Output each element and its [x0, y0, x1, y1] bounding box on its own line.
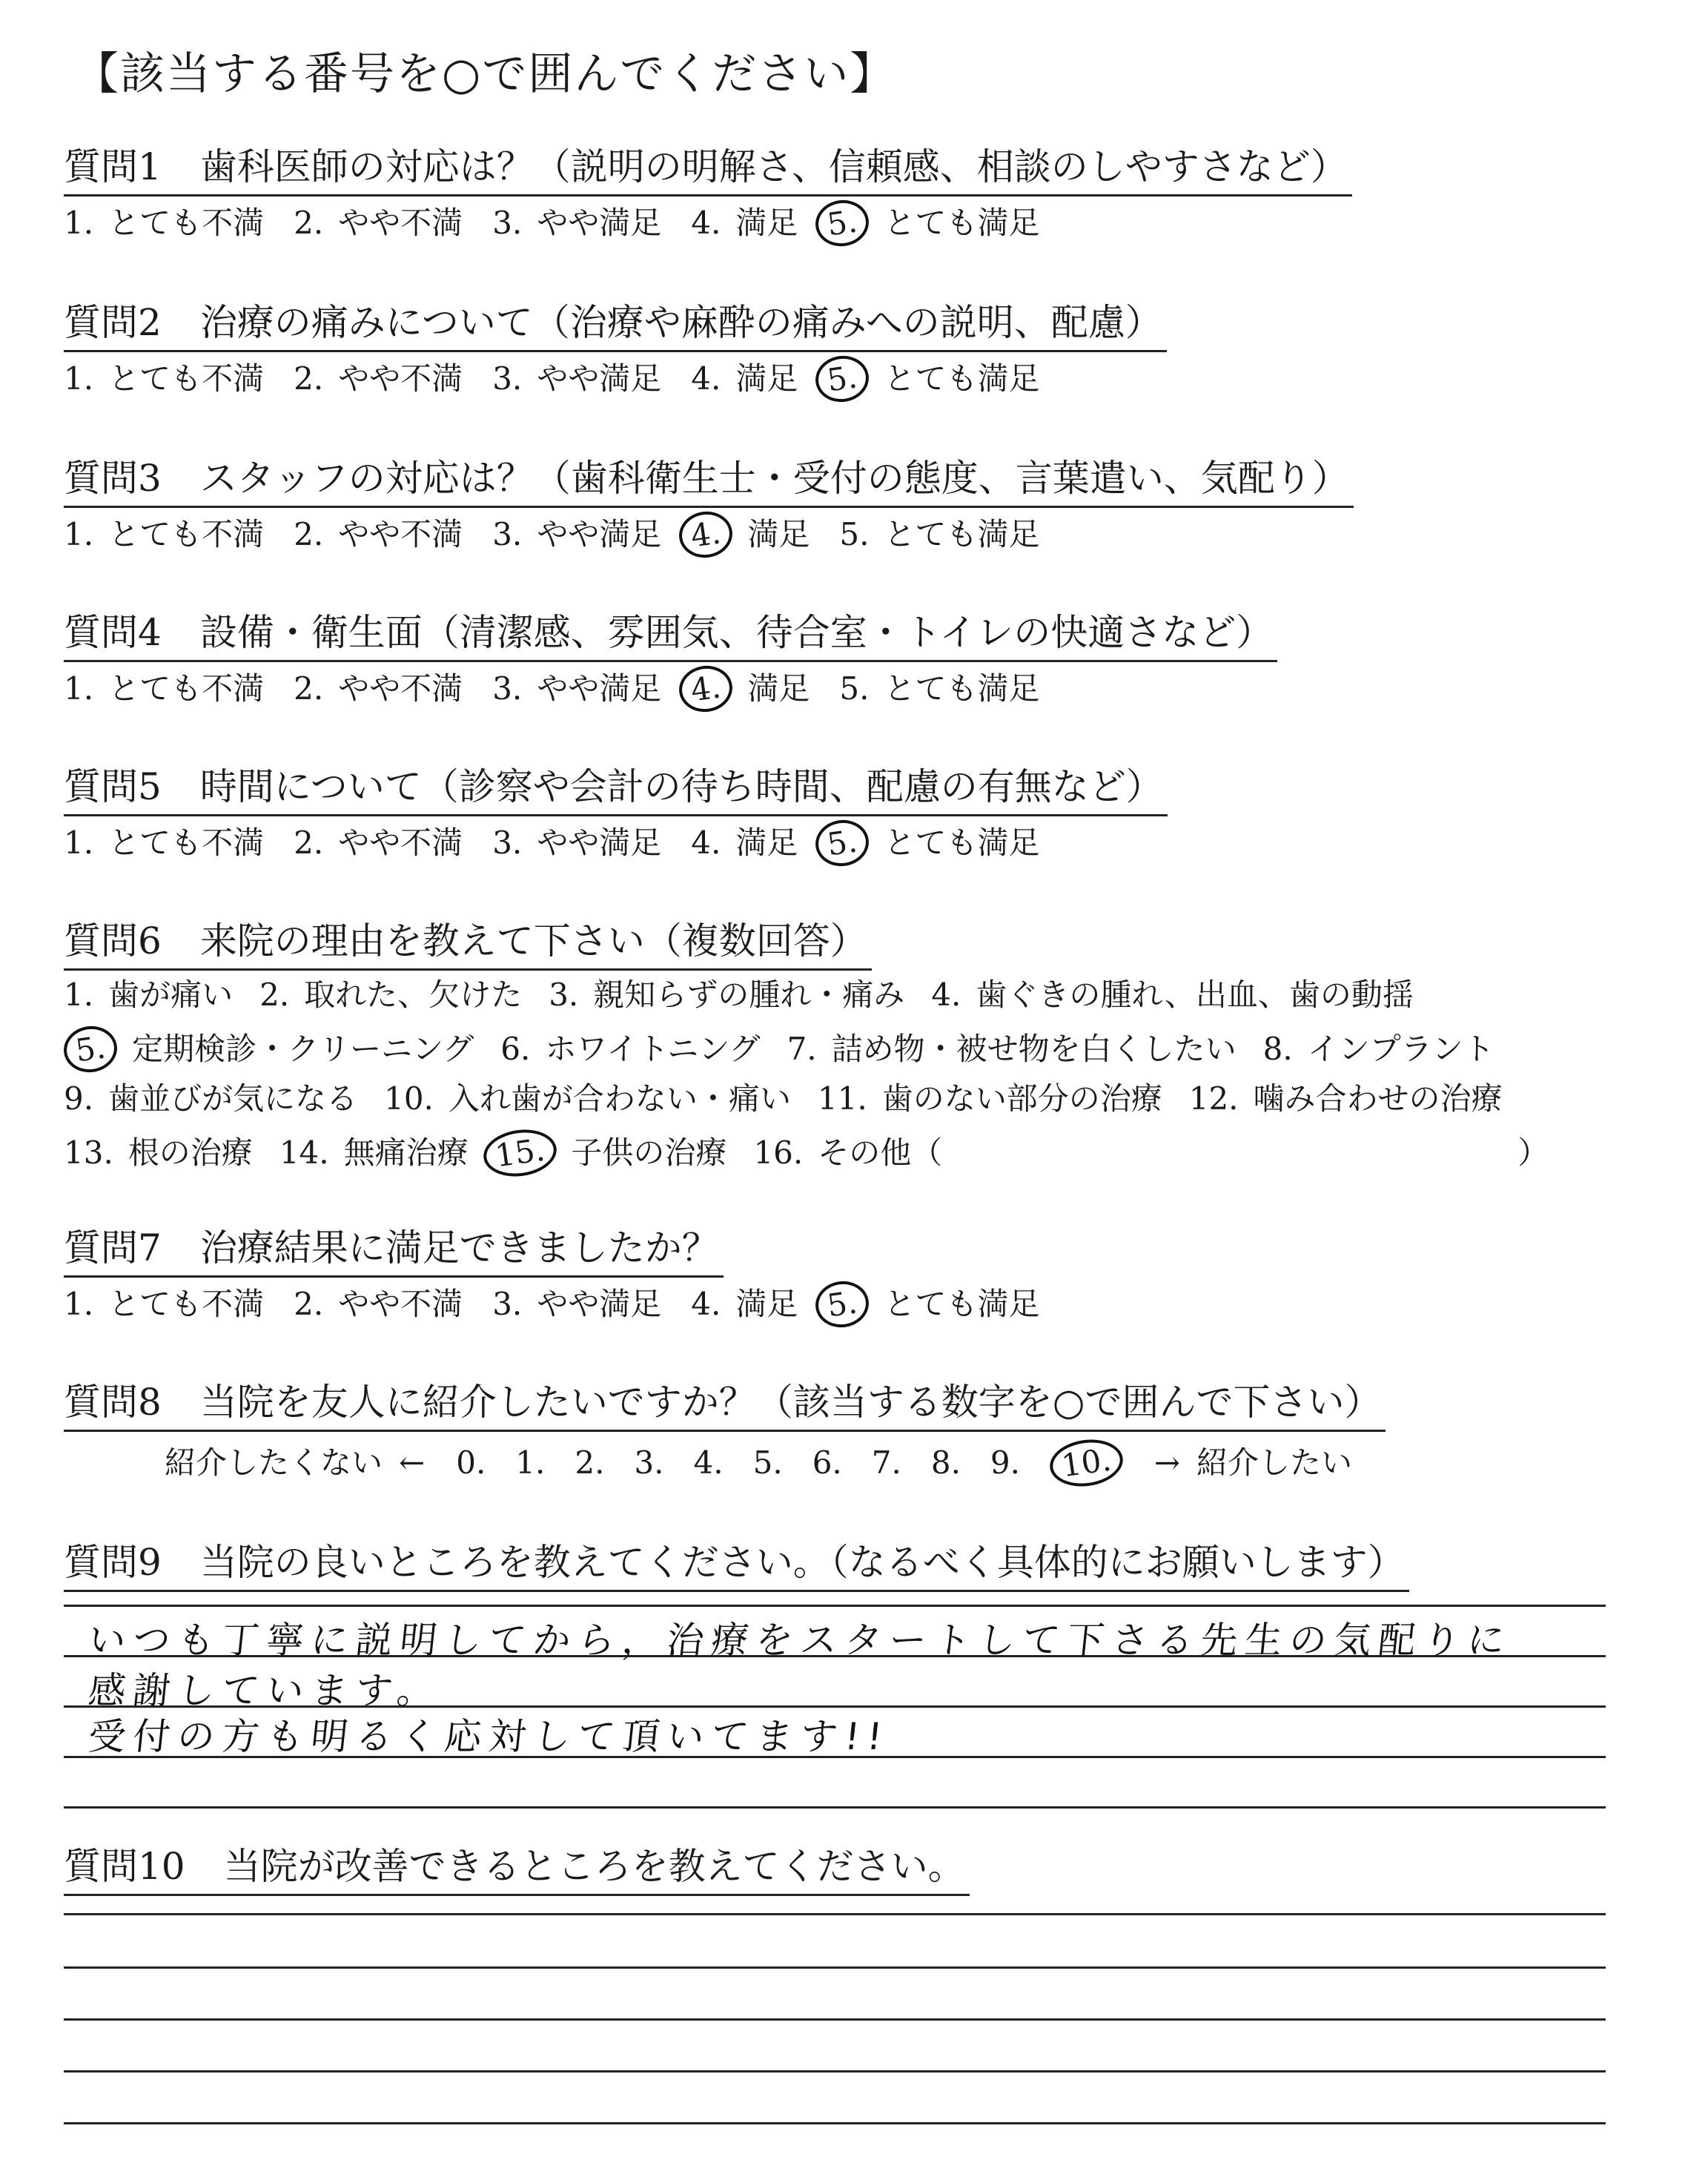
- option-number: 6.: [500, 1031, 531, 1067]
- question-number: 質問8: [64, 1381, 162, 1424]
- q6-option[interactable]: [753, 1132, 942, 1174]
- question-text: スタッフの対応は？（歯科衛生士・受付の態度、言葉遣い、気配り）: [199, 457, 1349, 500]
- circled-option-number: 4.: [676, 508, 735, 561]
- option-label: やや不満: [338, 825, 463, 861]
- option-number: 16.: [753, 1135, 804, 1171]
- question-heading: [64, 762, 1168, 816]
- question-heading: [64, 454, 1354, 508]
- q6-option-row: [64, 1026, 1521, 1072]
- answer-options: [64, 356, 1069, 402]
- scale-number[interactable]: 9.: [990, 1444, 1020, 1481]
- q6-option[interactable]: [64, 1026, 474, 1072]
- option-number: 14.: [279, 1135, 329, 1171]
- option-label: 親知らずの腫れ・痛み: [593, 977, 905, 1013]
- question-number: 質問6: [64, 919, 162, 962]
- option-number: 1.: [64, 977, 94, 1013]
- option-number: 1.: [64, 360, 94, 397]
- answer-line: [64, 1913, 1606, 1915]
- recommend-scale: [165, 1440, 1352, 1486]
- option-number: 12.: [1188, 1080, 1239, 1117]
- question-number: 質問3: [64, 457, 162, 500]
- question-text: 歯科医師の対応は？（説明の明解さ、信頼感、相談のしやすさなど）: [199, 145, 1348, 188]
- scale-number[interactable]: 2.: [575, 1444, 605, 1481]
- option-number: 2.: [294, 825, 324, 861]
- circled-scale-number[interactable]: 10.: [1047, 1435, 1125, 1490]
- q6-option[interactable]: [384, 1078, 791, 1120]
- q6-option-row: [64, 974, 1440, 1016]
- option-number: 3.: [549, 977, 579, 1013]
- option-label: とても満足: [884, 1286, 1040, 1322]
- option-number: 2.: [294, 670, 324, 707]
- scale-number[interactable]: 1.: [515, 1444, 546, 1481]
- question-text: 当院の良いところを教えてください。（なるべく具体的にお願いします）: [199, 1541, 1405, 1584]
- option-number: 4.: [691, 360, 721, 397]
- q6-option[interactable]: [500, 1028, 760, 1070]
- answer-option[interactable]: [492, 202, 661, 244]
- left-arrow-icon: ←: [399, 1444, 426, 1481]
- answer-option[interactable]: [64, 668, 264, 710]
- option-label: 満足: [747, 516, 810, 552]
- answer-option[interactable]: [691, 822, 798, 864]
- answer-option[interactable]: [492, 358, 661, 400]
- option-label: やや満足: [537, 825, 662, 861]
- option-label: 定期検診・クリーニング: [132, 1031, 474, 1067]
- option-number: 4.: [691, 205, 721, 241]
- answer-line: [64, 1605, 1606, 1607]
- option-label: やや不満: [338, 516, 463, 552]
- scale-right-label: 紹介したい: [1196, 1444, 1353, 1481]
- answer-option[interactable]: [492, 668, 661, 710]
- option-label: 満足: [735, 825, 798, 861]
- answer-options: [64, 820, 1069, 866]
- answer-line: [64, 2070, 1606, 2073]
- option-number: 10.: [384, 1080, 434, 1117]
- option-number: 2.: [294, 1286, 324, 1322]
- option-label: 満足: [735, 1286, 798, 1322]
- answer-option[interactable]: [294, 358, 463, 400]
- question-text: 当院が改善できるところを教えてください。: [223, 1845, 965, 1888]
- handwritten-answer: いつも丁寧に説明してから，治療をスタートして下さる先生の気配りに: [86, 1619, 1515, 1662]
- option-number: 7.: [787, 1031, 817, 1067]
- option-number: 2.: [294, 516, 324, 552]
- option-label: 歯並びが気になる: [108, 1080, 358, 1117]
- circled-option-number: 4.: [676, 662, 735, 715]
- q6-option[interactable]: [279, 1132, 469, 1174]
- option-label: とても満足: [884, 670, 1040, 707]
- option-label: 歯のない部分の治療: [881, 1080, 1162, 1117]
- option-number: 4.: [691, 1286, 721, 1322]
- option-label: 取れた、欠けた: [304, 977, 523, 1013]
- answer-option[interactable]: [839, 514, 1039, 555]
- question-heading: [64, 1223, 724, 1278]
- option-label: とても不満: [108, 825, 265, 861]
- scale-number[interactable]: 3.: [634, 1444, 664, 1481]
- answer-option[interactable]: [827, 356, 1039, 402]
- option-label: やや不満: [338, 670, 463, 707]
- option-number: 11.: [817, 1080, 867, 1117]
- scale-number[interactable]: 5.: [752, 1444, 783, 1481]
- option-number: 2.: [294, 205, 324, 241]
- option-label: とても満足: [884, 360, 1040, 397]
- question-heading: [64, 916, 872, 971]
- option-label: 子供の治療: [571, 1135, 727, 1171]
- q6-option[interactable]: [818, 1078, 1162, 1120]
- answer-option[interactable]: [492, 1284, 661, 1325]
- option-label: とても不満: [108, 516, 265, 552]
- option-label: とても満足: [884, 205, 1040, 241]
- option-label: 満足: [747, 670, 810, 707]
- option-label: やや不満: [338, 205, 463, 241]
- option-number: 3.: [492, 205, 523, 241]
- q6-option[interactable]: [64, 1078, 357, 1120]
- q6-option[interactable]: [1263, 1028, 1494, 1070]
- option-number: 13.: [64, 1135, 113, 1171]
- answer-line: [64, 2122, 1606, 2124]
- option-label: やや満足: [537, 516, 662, 552]
- question-text: 時間について（診察や会計の待ち時間、配慮の有無など）: [199, 765, 1163, 808]
- option-label: やや不満: [338, 1286, 463, 1322]
- option-label: やや満足: [537, 670, 662, 707]
- option-number: 3.: [492, 670, 523, 707]
- handwritten-answer: 受付の方も明るく応対して頂いてます!!: [86, 1715, 892, 1758]
- scale-number[interactable]: 4.: [693, 1444, 724, 1481]
- question-number: 質問4: [64, 611, 162, 654]
- option-number: 3.: [492, 1286, 523, 1322]
- question-number: 質問1: [64, 145, 162, 188]
- option-label: やや満足: [537, 205, 662, 241]
- option-label: ホワイトニング: [545, 1031, 761, 1067]
- answer-options: [64, 1281, 1069, 1327]
- q6-option[interactable]: [259, 974, 522, 1016]
- option-label: やや不満: [338, 360, 463, 397]
- option-number: 3.: [492, 360, 523, 397]
- handwritten-answer: 感謝しています。: [86, 1669, 444, 1712]
- option-number: 2.: [294, 360, 324, 397]
- question-text: 来院の理由を教えて下さい（複数回答）: [199, 919, 867, 962]
- answer-line: [64, 1806, 1606, 1809]
- answer-option[interactable]: [827, 1281, 1039, 1327]
- q6-option[interactable]: [492, 1130, 727, 1176]
- answer-option[interactable]: [294, 202, 463, 244]
- option-label: とても不満: [108, 670, 265, 707]
- option-label: とても不満: [108, 205, 265, 241]
- option-number: 5.: [839, 670, 870, 707]
- answer-options: [64, 200, 1069, 246]
- option-number: 9.: [64, 1080, 94, 1117]
- answer-option[interactable]: [294, 668, 463, 710]
- circled-option-number: 5.: [812, 352, 872, 405]
- answer-option[interactable]: [688, 666, 810, 712]
- answer-option[interactable]: [688, 512, 810, 558]
- circled-option-number: 5.: [812, 1278, 872, 1330]
- answer-option[interactable]: [294, 822, 463, 864]
- option-label: その他（: [818, 1135, 943, 1171]
- question-number: 質問5: [64, 765, 162, 808]
- page-title: 【該当する番号を○で囲んでください】: [74, 48, 896, 100]
- answer-option[interactable]: [64, 1284, 264, 1325]
- option-number: 1.: [64, 825, 94, 861]
- answer-options: [64, 666, 1069, 712]
- question-heading: [64, 298, 1167, 352]
- option-number: 8.: [1262, 1031, 1293, 1067]
- q6-option[interactable]: [64, 1132, 253, 1174]
- question-heading: [64, 1378, 1386, 1432]
- q6-option[interactable]: [549, 974, 904, 1016]
- option-number: 3.: [492, 825, 523, 861]
- answer-option[interactable]: [64, 822, 264, 864]
- option-label: 歯が痛い: [108, 977, 234, 1013]
- circled-option-number: 5.: [812, 196, 872, 249]
- scale-number[interactable]: 6.: [812, 1444, 842, 1481]
- answer-option[interactable]: [64, 358, 264, 400]
- question-text: 当院を友人に紹介したいですか？（該当する数字を○で囲んで下さい）: [199, 1381, 1382, 1424]
- scale-number[interactable]: 0.: [456, 1444, 486, 1481]
- question-heading: [64, 1842, 970, 1896]
- option-label: とても不満: [108, 1286, 265, 1322]
- answer-option[interactable]: [827, 200, 1039, 246]
- question-text: 治療結果に満足できましたか？: [199, 1226, 719, 1269]
- option-number: 1.: [64, 516, 94, 552]
- option-label: 満足: [735, 360, 798, 397]
- q6-option[interactable]: [1189, 1078, 1503, 1120]
- answer-option[interactable]: [691, 202, 798, 244]
- q6-option[interactable]: [931, 974, 1414, 1016]
- option-label: やや満足: [537, 1286, 662, 1322]
- answer-option[interactable]: [64, 514, 264, 555]
- answer-option[interactable]: [827, 820, 1039, 866]
- question-heading: [64, 608, 1277, 662]
- answer-line: [64, 2018, 1606, 2021]
- option-label: とても不満: [108, 360, 265, 397]
- option-label: 詰め物・被せ物を白くしたい: [831, 1031, 1237, 1067]
- question-text: 治療の痛みについて（治療や麻酔の痛みへの説明、配慮）: [199, 301, 1162, 344]
- option-label: やや満足: [537, 360, 662, 397]
- option-number: 4.: [931, 977, 961, 1013]
- answer-line: [64, 1966, 1606, 1969]
- circled-option-number: 15.: [480, 1125, 559, 1180]
- answer-option[interactable]: [691, 1284, 798, 1325]
- scale-number[interactable]: 7.: [871, 1444, 901, 1481]
- question-number: 質問9: [64, 1541, 162, 1584]
- scale-left-label: 紹介したくない: [165, 1444, 383, 1481]
- answer-option[interactable]: [294, 514, 463, 555]
- option-label: ）: [1517, 1135, 1549, 1171]
- q6-option[interactable]: [787, 1028, 1237, 1070]
- answer-option[interactable]: [839, 668, 1039, 710]
- question-heading: [64, 1538, 1409, 1592]
- option-label: 満足: [735, 205, 798, 241]
- option-label: 根の治療: [128, 1135, 253, 1171]
- question-heading: [64, 142, 1352, 196]
- q6-option-row: [64, 1130, 1575, 1176]
- option-label: とても満足: [884, 516, 1040, 552]
- answer-option[interactable]: [294, 1284, 463, 1325]
- question-number: 質問10: [64, 1845, 185, 1888]
- scale-number[interactable]: 8.: [930, 1444, 961, 1481]
- option-label: インプラント: [1307, 1031, 1494, 1067]
- option-number: 2.: [259, 977, 290, 1013]
- answer-option[interactable]: [492, 514, 661, 555]
- option-label: 歯ぐきの腫れ、出血、歯の動揺: [976, 977, 1414, 1013]
- option-label: 噛み合わせの治療: [1253, 1080, 1503, 1117]
- option-label: 無痛治療: [343, 1135, 469, 1171]
- q6-option-row: [64, 1078, 1529, 1120]
- q6-option[interactable]: [64, 974, 233, 1016]
- answer-option[interactable]: [492, 822, 661, 864]
- circled-option-number: 5.: [812, 816, 872, 869]
- option-number: 1.: [64, 1286, 94, 1322]
- option-label: 入れ歯が合わない・痛い: [448, 1080, 791, 1117]
- answer-options: [64, 512, 1069, 558]
- right-arrow-icon: →: [1153, 1444, 1180, 1481]
- option-label: とても満足: [884, 825, 1040, 861]
- option-number: 1.: [64, 205, 94, 241]
- circled-option-number: 5.: [61, 1023, 120, 1075]
- q6-option[interactable]: [1517, 1132, 1549, 1174]
- option-number: 4.: [691, 825, 721, 861]
- option-number: 1.: [64, 670, 94, 707]
- answer-option[interactable]: [64, 202, 264, 244]
- option-number: 3.: [492, 516, 523, 552]
- option-number: 5.: [839, 516, 870, 552]
- answer-option[interactable]: [691, 358, 798, 400]
- question-number: 質問7: [64, 1226, 162, 1269]
- question-number: 質問2: [64, 301, 162, 344]
- question-text: 設備・衛生面（清潔感、雰囲気、待合室・トイレの快適さなど）: [199, 611, 1274, 654]
